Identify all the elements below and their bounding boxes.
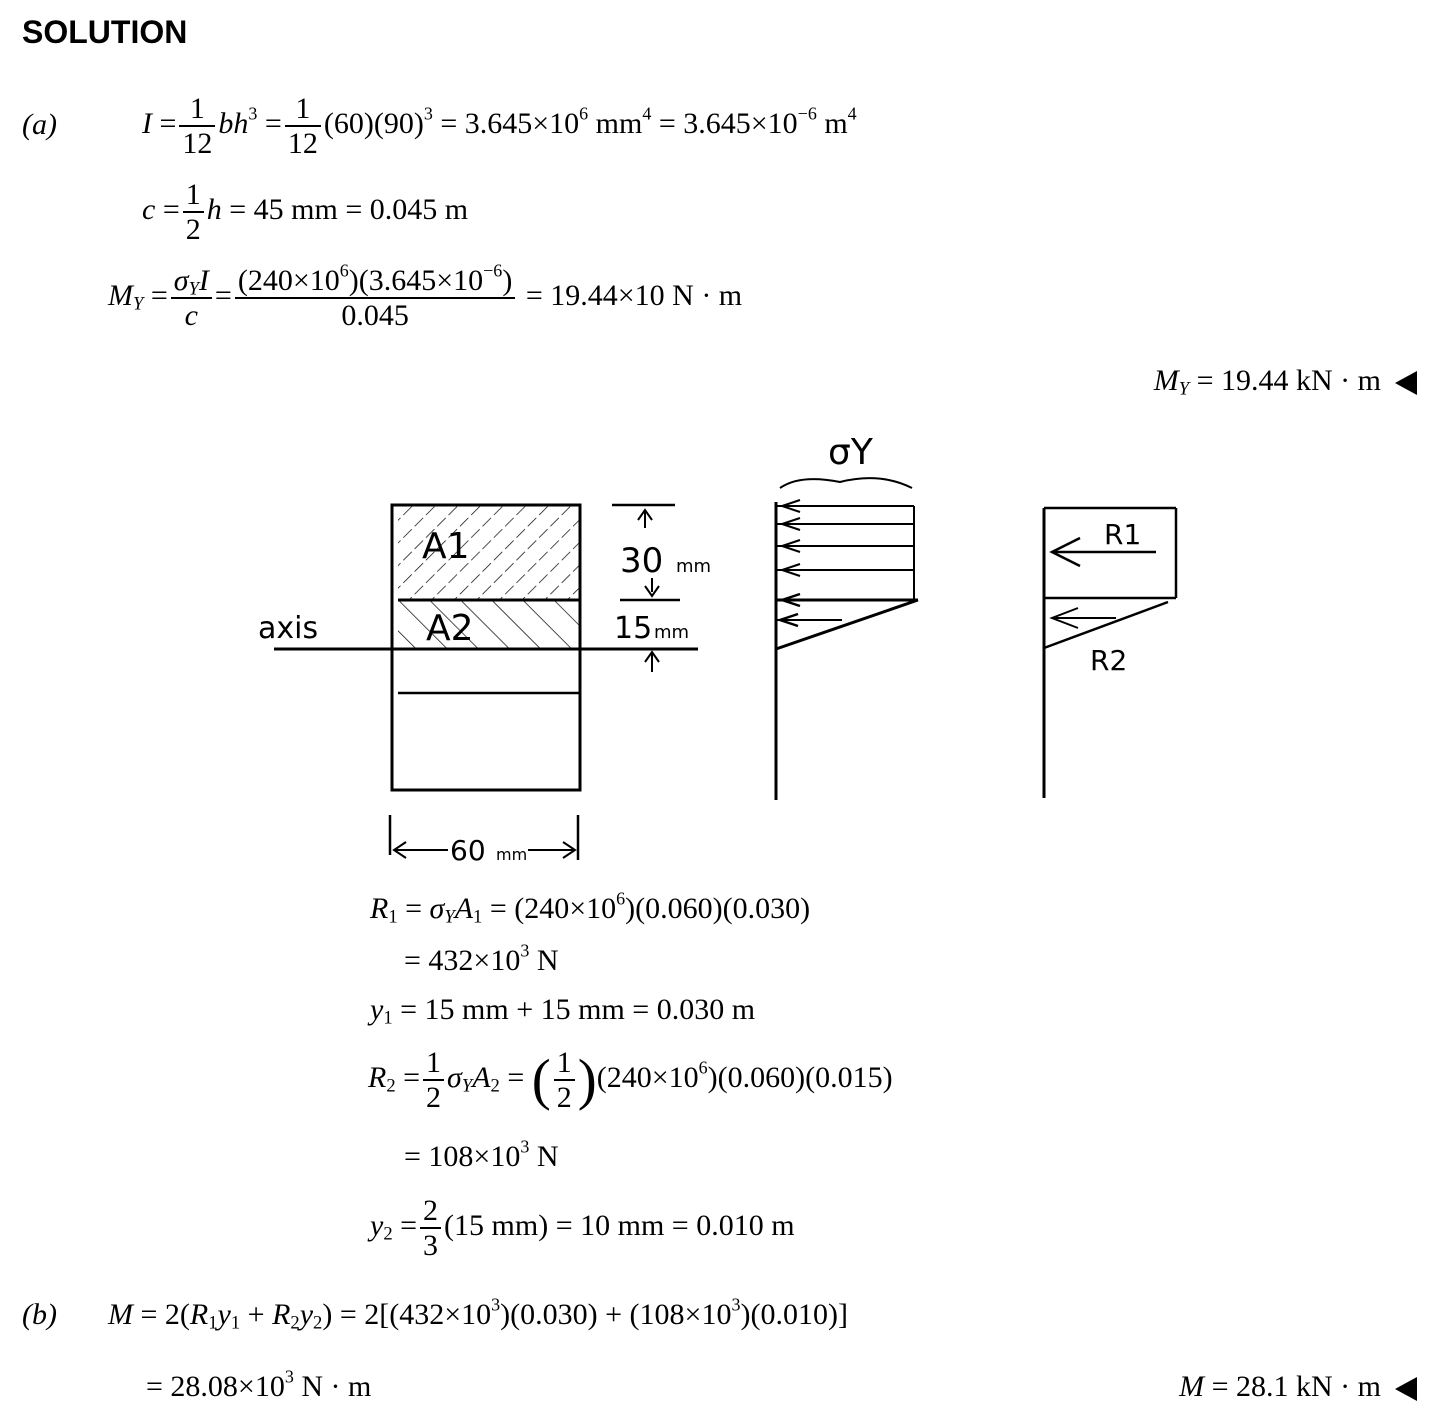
heading: SOLUTION <box>22 14 188 50</box>
y2-equation: $y_2$ = $\frac{2}{3}$ (15 mm) = 10 mm = 0.010 m <box>370 1194 795 1262</box>
answer-marker-icon <box>1395 371 1417 395</box>
dim-60-unit: mm <box>496 845 528 864</box>
axis-label: axis <box>258 611 319 646</box>
height-dimensions <box>612 505 680 672</box>
answer-marker-icon <box>1395 1377 1417 1401</box>
dim-30-value: 30 <box>620 541 664 581</box>
dim-15-value: 15 <box>614 611 653 646</box>
r1-equation: $R_1 = \sigma_YA_1 = (240\times 10^6)(0.060)(0.030)$ <box>370 888 811 928</box>
sigma-y-label: σY <box>828 432 873 473</box>
dim-60-value: 60 <box>450 834 486 867</box>
my-equation: $M_Y$ = $\frac{\sigma_YI}{c}$ = $\frac{(240\times 10^6)(3.645\times 10^{-6})}{0.045}$ = 19.44×10 N · m <box>108 260 743 332</box>
moment-result: = $28.08\times 10^3$ N · m <box>146 1366 372 1403</box>
r2-equation: $R_2$ = $\frac{1}{2}$ $\sigma_YA_2$ = ( $\frac{1}{2}$ )$(240\times 10^6)(0.060)(0.015)$ <box>368 1046 893 1114</box>
dim-30-unit: mm <box>676 556 712 577</box>
part-b-label: (b) <box>22 1298 57 1331</box>
stress-diagram <box>776 478 918 800</box>
a1-label: A1 <box>422 526 470 567</box>
stress-distribution-figure <box>0 420 1447 870</box>
y1-equation: $y_1 = 15$ mm + 15 mm = 0.030 m <box>370 993 756 1029</box>
inertia-equation: I = $\frac{1}{12}$ $bh^3$ = $\frac{1}{12}$ $(60)(90)^3 = 3.645\times 10^6$ $mm^4 = 3.645\times 10^{-6}$ $m^4$ <box>142 92 857 160</box>
a2-label: A2 <box>426 608 474 649</box>
r1-result: = $432\times 10^3$ N <box>404 940 559 977</box>
dim-15-unit: mm <box>654 622 690 643</box>
part-a-label: (a) <box>22 108 57 141</box>
r2-result: = $108\times 10^3$ N <box>404 1136 559 1173</box>
moment-equation: $M = 2(R_1y_1 + R_2y_2) = 2[(432\times 10^3)(0.030) + (108\times 10^3)(0.010)]$ <box>108 1294 848 1334</box>
r1-label: R1 <box>1104 518 1142 551</box>
c-equation: c = $\frac{1}{2}$ h = 45 mm = 0.045 m <box>142 178 469 246</box>
moment-answer: M = 28.1 kN · m <box>1179 1372 1417 1402</box>
my-answer: $M_Y = 19.44$ kN · m <box>1154 366 1417 396</box>
r2-label: R2 <box>1090 644 1128 677</box>
